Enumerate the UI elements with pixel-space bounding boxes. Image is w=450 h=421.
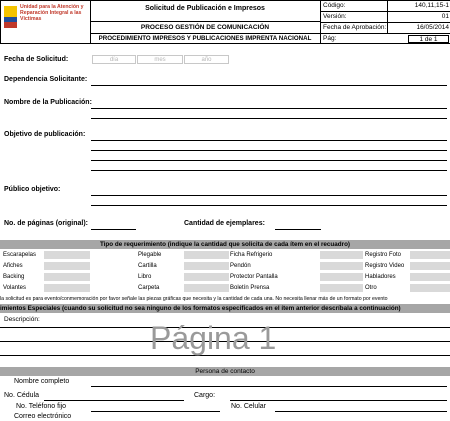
paginas-field[interactable]: [91, 229, 136, 230]
item-label: Carpeta: [138, 285, 160, 291]
contacto-telefono-label: No. Teléfono fijo: [16, 403, 67, 410]
codigo-value: 140,11,15-1: [414, 2, 449, 9]
item-label: Boletín Prensa: [230, 285, 270, 291]
item-label: Afiches: [3, 263, 23, 269]
quantity-box[interactable]: [44, 251, 90, 259]
paginas-label: No. de páginas (original):: [4, 220, 89, 227]
quantity-box[interactable]: [184, 262, 229, 270]
quantity-box[interactable]: [44, 273, 90, 281]
descripcion-label: Descripción:: [4, 316, 40, 323]
quantity-box[interactable]: [410, 251, 450, 259]
quantity-box[interactable]: [44, 284, 90, 292]
item-label: Libro: [138, 274, 152, 280]
version-value: 01: [441, 13, 449, 20]
quantity-box[interactable]: [410, 273, 450, 281]
objetivo-field[interactable]: [91, 140, 447, 141]
item-label: Registro Foto: [365, 252, 402, 258]
item-label: Backing: [3, 274, 25, 280]
page-watermark: Página 1: [150, 320, 277, 356]
contacto-cedula-label: No. Cédula: [4, 392, 40, 399]
form-title: Solicitud de Publicación e Impresos: [145, 5, 265, 12]
item-label: Habladores: [365, 274, 396, 280]
publico-objetivo-field-line2[interactable]: [91, 205, 447, 206]
item-label: Pendón: [230, 263, 251, 269]
requerimiento-header: Tipo de requerimiento (indique la cantidad que solicita de cada ítem en el recuadro): [0, 240, 450, 249]
quantity-box[interactable]: [320, 251, 363, 259]
quantity-box[interactable]: [410, 262, 450, 270]
contacto-nombre-field[interactable]: [91, 386, 447, 387]
codigo-label: Código:: [323, 2, 346, 9]
quantity-box[interactable]: [184, 251, 229, 259]
quantity-box[interactable]: [184, 273, 229, 281]
fecha-aprobacion-value: 16/05/2014: [416, 24, 449, 31]
quantity-box[interactable]: [320, 284, 363, 292]
objetivo-field-line4[interactable]: [91, 170, 447, 171]
pagina-value: 1 de 1: [408, 35, 449, 43]
dependencia-label: Dependencia Solicitante:: [4, 76, 88, 83]
objetivo-field-line3[interactable]: [91, 160, 447, 161]
item-label: Ficha Refrigerio: [230, 252, 273, 258]
date-month-field[interactable]: mes: [137, 55, 183, 64]
contacto-cargo-label: Cargo:: [194, 392, 216, 399]
ejemplares-label: Cantidad de ejemplares:: [184, 220, 265, 227]
objetivo-label: Objetivo de publicación:: [4, 131, 86, 138]
item-label: Escarapelas: [3, 252, 37, 258]
nombre-publicacion-field-line2[interactable]: [91, 118, 447, 119]
item-label: Volantes: [3, 285, 27, 291]
item-label: Registro Video: [365, 263, 405, 269]
item-label: Protector Pantalla: [230, 274, 278, 280]
contacto-correo-label: Correo electrónico: [14, 413, 72, 420]
publico-objetivo-label: Público objetivo:: [4, 186, 61, 193]
logo: [4, 4, 88, 36]
dependencia-field[interactable]: [91, 85, 447, 86]
contacto-telefono-field[interactable]: [91, 411, 220, 412]
colombia-flag-icon: [4, 6, 17, 28]
date-year-field[interactable]: año: [184, 55, 229, 64]
logo-text: Unidad para la Atención y Reparación Integral a las Víctimas: [20, 4, 84, 22]
fecha-solicitud-label: Fecha de Solicitud:: [4, 56, 69, 63]
version-label: Versión:: [323, 13, 347, 20]
especiales-header: imientos Especiales (cuando su solicitud no sea ninguno de los formatos especificados en el ítem anterior descríbala a continuación): [0, 304, 450, 313]
quantity-box[interactable]: [410, 284, 450, 292]
publico-objetivo-field[interactable]: [91, 195, 447, 196]
quantity-box[interactable]: [320, 262, 363, 270]
quantity-box[interactable]: [184, 284, 229, 292]
ejemplares-field[interactable]: [275, 229, 321, 230]
procedure-name: PROCEDIMIENTO IMPRESOS Y PUBLICACIONES IMPRENTA NACIONAL: [98, 35, 312, 42]
fecha-aprobacion-label: Fecha de Aprobación:: [323, 24, 387, 31]
pagina-label: Pág:: [323, 35, 337, 42]
quantity-box[interactable]: [320, 273, 363, 281]
objetivo-field-line2[interactable]: [91, 150, 447, 151]
contacto-nombre-label: Nombre completo: [14, 378, 70, 385]
process-name: PROCESO GESTIÓN DE COMUNICACIÓN: [140, 24, 270, 31]
contacto-cargo-field[interactable]: [230, 400, 447, 401]
nombre-publicacion-label: Nombre de la Publicación:: [4, 99, 92, 106]
item-label: Otro: [365, 285, 377, 291]
quantity-box[interactable]: [44, 262, 90, 270]
nombre-publicacion-field[interactable]: [91, 108, 447, 109]
item-label: Plegable: [138, 252, 162, 258]
requerimiento-note: la solicitud es para evento/conmemoración por favor señale las piezas gráficas que necesita y la cantidad de cada una. No necesita llenar más de un formato por evento: [0, 296, 388, 302]
date-day-field[interactable]: día: [92, 55, 136, 64]
item-label: Cartilla: [138, 263, 157, 269]
contacto-celular-label: No. Celular: [231, 403, 267, 410]
contacto-cedula-field[interactable]: [44, 400, 184, 401]
contacto-celular-field[interactable]: [275, 411, 447, 412]
contacto-header: Persona de contacto: [0, 367, 450, 376]
